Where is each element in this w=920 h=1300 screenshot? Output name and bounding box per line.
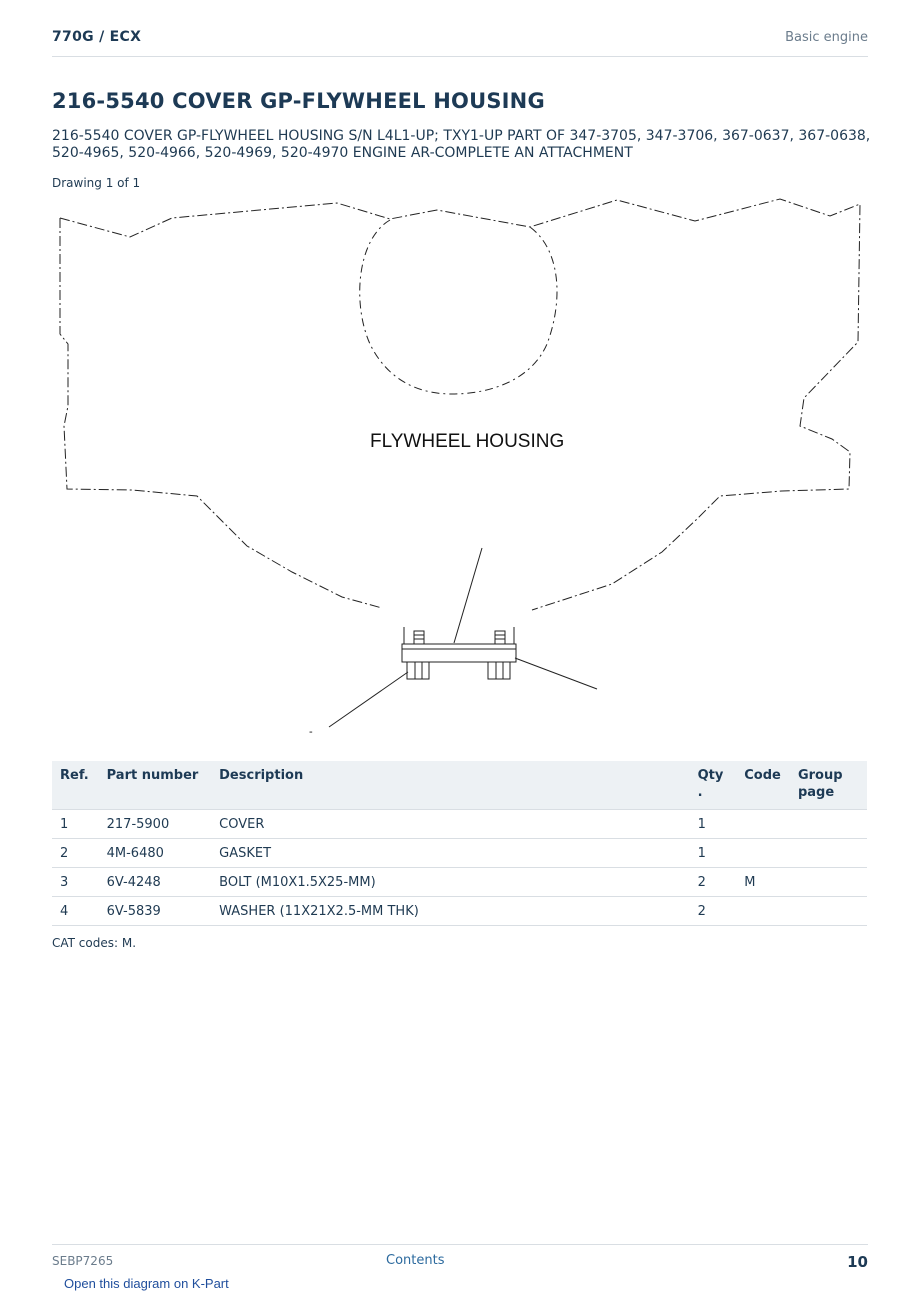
leader-line-gasket	[515, 658, 597, 689]
contents-link[interactable]: Contents	[386, 1253, 445, 1268]
cell-group-page	[790, 810, 867, 839]
cell-description: WASHER (11X21X2.5-MM THK)	[211, 897, 689, 926]
col-header-qty	[690, 761, 737, 810]
col-header-ref: Ref.	[52, 761, 99, 810]
cell-part-number: 6V-5839	[99, 897, 212, 926]
cell-code	[736, 897, 790, 926]
cell-group-page	[790, 897, 867, 926]
callout-marker: -	[309, 726, 313, 738]
cell-code	[736, 810, 790, 839]
cell-description: BOLT (M10X1.5X25-MM)	[211, 868, 689, 897]
cell-description: COVER	[211, 810, 689, 839]
table-header-row	[52, 761, 867, 810]
table-row	[52, 839, 867, 868]
cell-qty: 1	[690, 810, 737, 839]
col-header-description: Description	[211, 761, 689, 810]
document-id: SEBP7265	[52, 1254, 114, 1268]
qty-label-suffix: .	[697, 785, 703, 800]
housing-label: FLYWHEEL HOUSING	[370, 431, 565, 452]
cell-code: M	[736, 868, 790, 897]
model-breadcrumb: 770G / ECX	[52, 29, 142, 45]
cell-part-number: 4M-6480	[99, 839, 212, 868]
qty-label: Qty	[697, 768, 724, 783]
cell-ref: 3	[52, 868, 99, 897]
col-header-code: Code	[736, 761, 790, 810]
table-row	[52, 810, 867, 839]
bolt-right	[488, 631, 510, 679]
cover-plate	[402, 644, 516, 662]
drawing-counter: Drawing 1 of 1	[52, 176, 141, 190]
cell-ref: 4	[52, 897, 99, 926]
page-footer	[52, 1244, 868, 1275]
housing-outline-left	[60, 218, 382, 608]
bolt-left	[407, 631, 429, 679]
parts-diagram	[52, 194, 872, 744]
cell-group-page	[790, 868, 867, 897]
kpart-link[interactable]: Open this diagram on K-Part	[64, 1276, 229, 1291]
cell-qty: 2	[690, 897, 737, 926]
leader-line-bolt	[329, 672, 408, 727]
cell-ref: 2	[52, 839, 99, 868]
cat-codes-note: CAT codes: M.	[52, 936, 137, 950]
part-description: 216-5540 COVER GP-FLYWHEEL HOUSING S/N L4L1-UP; TXY1-UP PART OF 347-3705, 347-3706, 367-0637, 367-0638, 520-4965, 520-4966, 520-4969, 520-4970 ENGINE AR-COMPLETE AN ATTACHMENT	[52, 128, 871, 161]
leader-line-cover	[454, 548, 482, 643]
bore-outline	[360, 220, 557, 394]
cell-ref: 1	[52, 810, 99, 839]
cell-part-number: 217-5900	[99, 810, 212, 839]
cell-group-page	[790, 839, 867, 868]
parts-table	[52, 761, 867, 926]
page-number: 10	[847, 1253, 868, 1271]
housing-outline	[60, 199, 860, 610]
section-name: Basic engine	[785, 30, 868, 45]
table-row	[52, 868, 867, 897]
cell-part-number: 6V-4248	[99, 868, 212, 897]
cell-description: GASKET	[211, 839, 689, 868]
page-title: 216-5540 COVER GP-FLYWHEEL HOUSING	[52, 89, 545, 113]
col-header-part-number: Part number	[99, 761, 212, 810]
table-row	[52, 897, 867, 926]
cell-qty: 1	[690, 839, 737, 868]
cell-code	[736, 839, 790, 868]
col-header-group-page: Group page	[790, 761, 867, 810]
cell-qty: 2	[690, 868, 737, 897]
page-header	[52, 28, 868, 57]
